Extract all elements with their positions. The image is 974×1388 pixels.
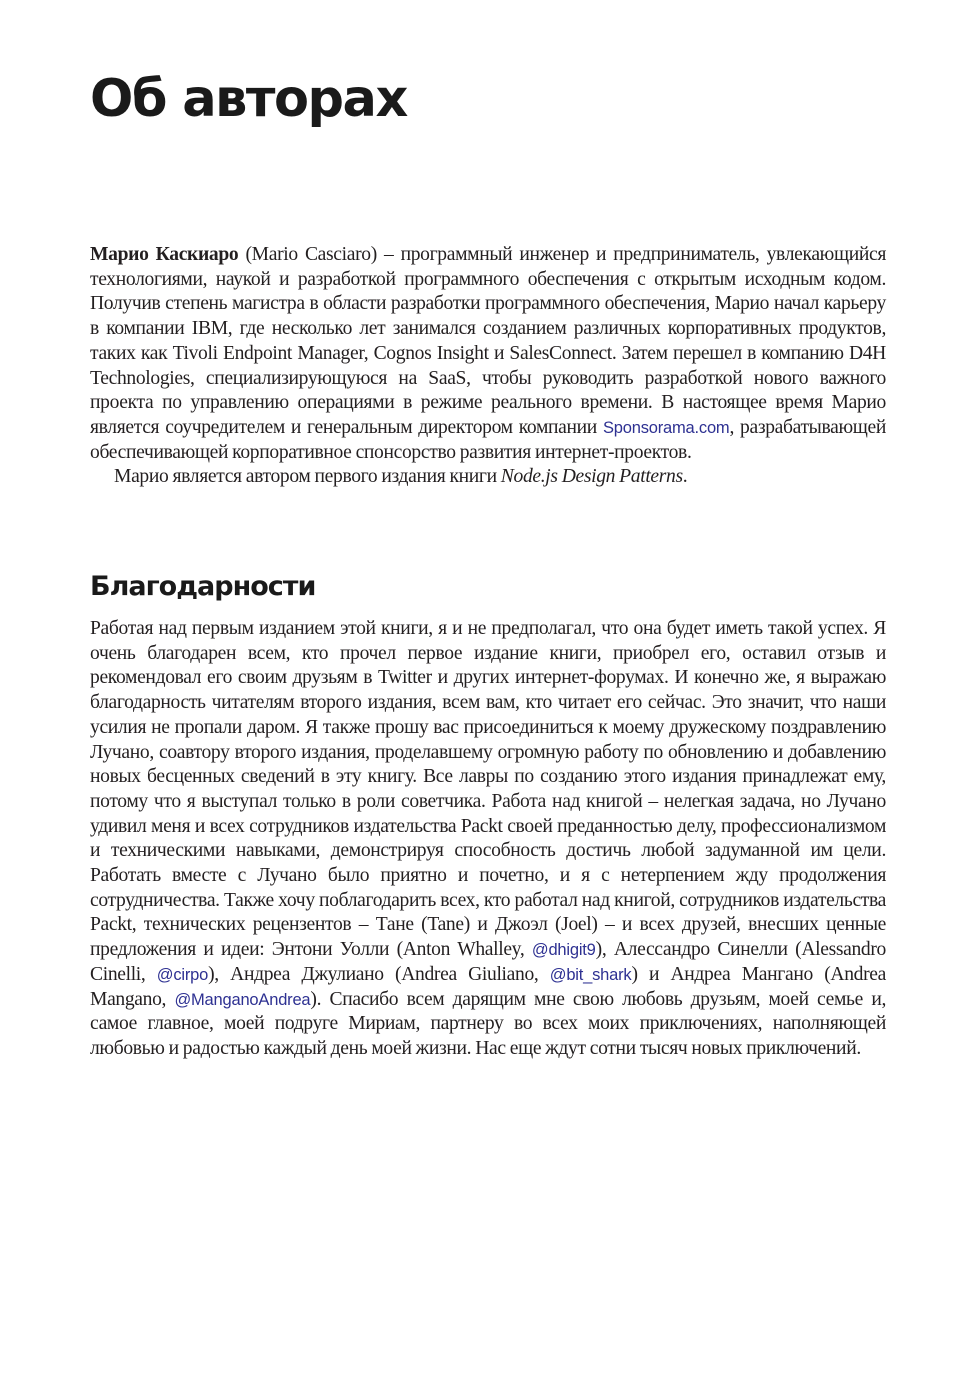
acknowledgements-paragraph: [90, 617, 886, 1062]
twitter-link-mangano-andrea[interactable]: @ManganoAndrea: [174, 990, 311, 1009]
about-author-section: [90, 243, 886, 490]
author-bio-paragraph: [90, 243, 886, 465]
company-link[interactable]: Sponsorama.com: [602, 418, 730, 437]
twitter-link-dhigit9[interactable]: @dhigit9: [531, 941, 596, 960]
bio-text-end: , разрабатывающей обеспечивающей корпоративное спонсорство развития интернет-проектов.: [90, 416, 886, 463]
author-book-paragraph: [90, 465, 886, 490]
thanks-text-1: Работая над первым изданием этой книги, я и не предполагал, что она будет иметь такой успех. Я очень благодарен всем, кто прочел первое издание книги, приобрел его, оставил отзыв и рекомендовал его своим друзьям в Twitter и других интернет-форумах. И конечно же, я выражаю благодарность читателям второго издания, всем вам, кто читает его сейчас. Это значит, что наши усилия не пропали даром. Я также прошу вас присоединиться к моему дружескому поздравлению Лучано, соавтору второго издания, проделавшему огромную работу по обновлению и добавлению новых бесценных сведений в эту книгу. Все лавры по созданию этого издания принадлежат ему, потому что я выступал только в роли советчика. Работа над книгой – нелегкая задача, но Лучано удивил меня и всех сотрудников издательства Packt своей преданностью делу, профессионализмом и техническими навыками, демонстрируя способность достичь любой задуманной им цели. Работать вместе с Лучано было приятно и почетно, и я с нетерпением жду продолжения сотрудничества. Также хочу поблагодарить всех, кто работал над книгой, сотрудников издательства Packt, технических рецензентов – Тане (Tane) и Джоэл (Joel) – и всех друзей, внесших ценные предложения и идеи: Энтони Уолли (Anton Whalley,: [90, 618, 886, 961]
acknowledgements-heading-wrap: [90, 570, 886, 604]
book-sentence-end: .: [682, 466, 688, 488]
book-title: Node.js Design Patterns: [500, 466, 683, 488]
twitter-link-cirpo[interactable]: @cirpo: [156, 965, 209, 984]
thanks-text-4: ) и Андреа Мангано (Andrea Mangano,: [90, 963, 886, 1010]
thanks-text-3: ), Андреа Джулиано (Andrea Giuliano,: [208, 963, 550, 985]
bio-text: (Mario Casciaro) – программный инженер и предприниматель, увлекающийся технологиями, наукой и разработкой программного обеспечения с открытым исходным кодом. Получив степень магистра в области разработки программного обеспечения, Марио начал карьеру в компании IBM, где несколько лет занимался созданием различных корпоративных продуктов, таких как Tivoli Endpoint Manager, Cognos Insight и SalesConnect. Затем перешел в компанию D4H Technologies, специализирующуюся на SaaS, чтобы руководить разработкой нового важного проекта по управлению операциями в режиме реального времени. В настоящее время Марио является соучредителем и генеральным директором компании: [90, 244, 886, 438]
acknowledgements-section: [90, 617, 886, 1062]
thanks-text-5: ). Спасибо всем дарящим мне свою любовь друзьям, моей семье и, самое главное, моей подруге Мириам, партнеру во всех моих приключениях, наполняющей любовью и радостью каждый день моей жизни. Нас еще ждут сотни тысяч новых приключений.: [90, 988, 886, 1059]
book-sentence-start: Марио является автором первого издания книги: [114, 466, 501, 488]
acknowledgements-heading: Благодарности: [90, 571, 316, 602]
author-name: Марио Каскиаро: [90, 244, 239, 265]
thanks-text-2: ), Алессандро Синелли (Alessandro Cinelli,: [90, 939, 886, 985]
chapter-title: Об авторах: [90, 69, 407, 129]
twitter-link-bit-shark[interactable]: @bit_shark: [549, 965, 632, 984]
